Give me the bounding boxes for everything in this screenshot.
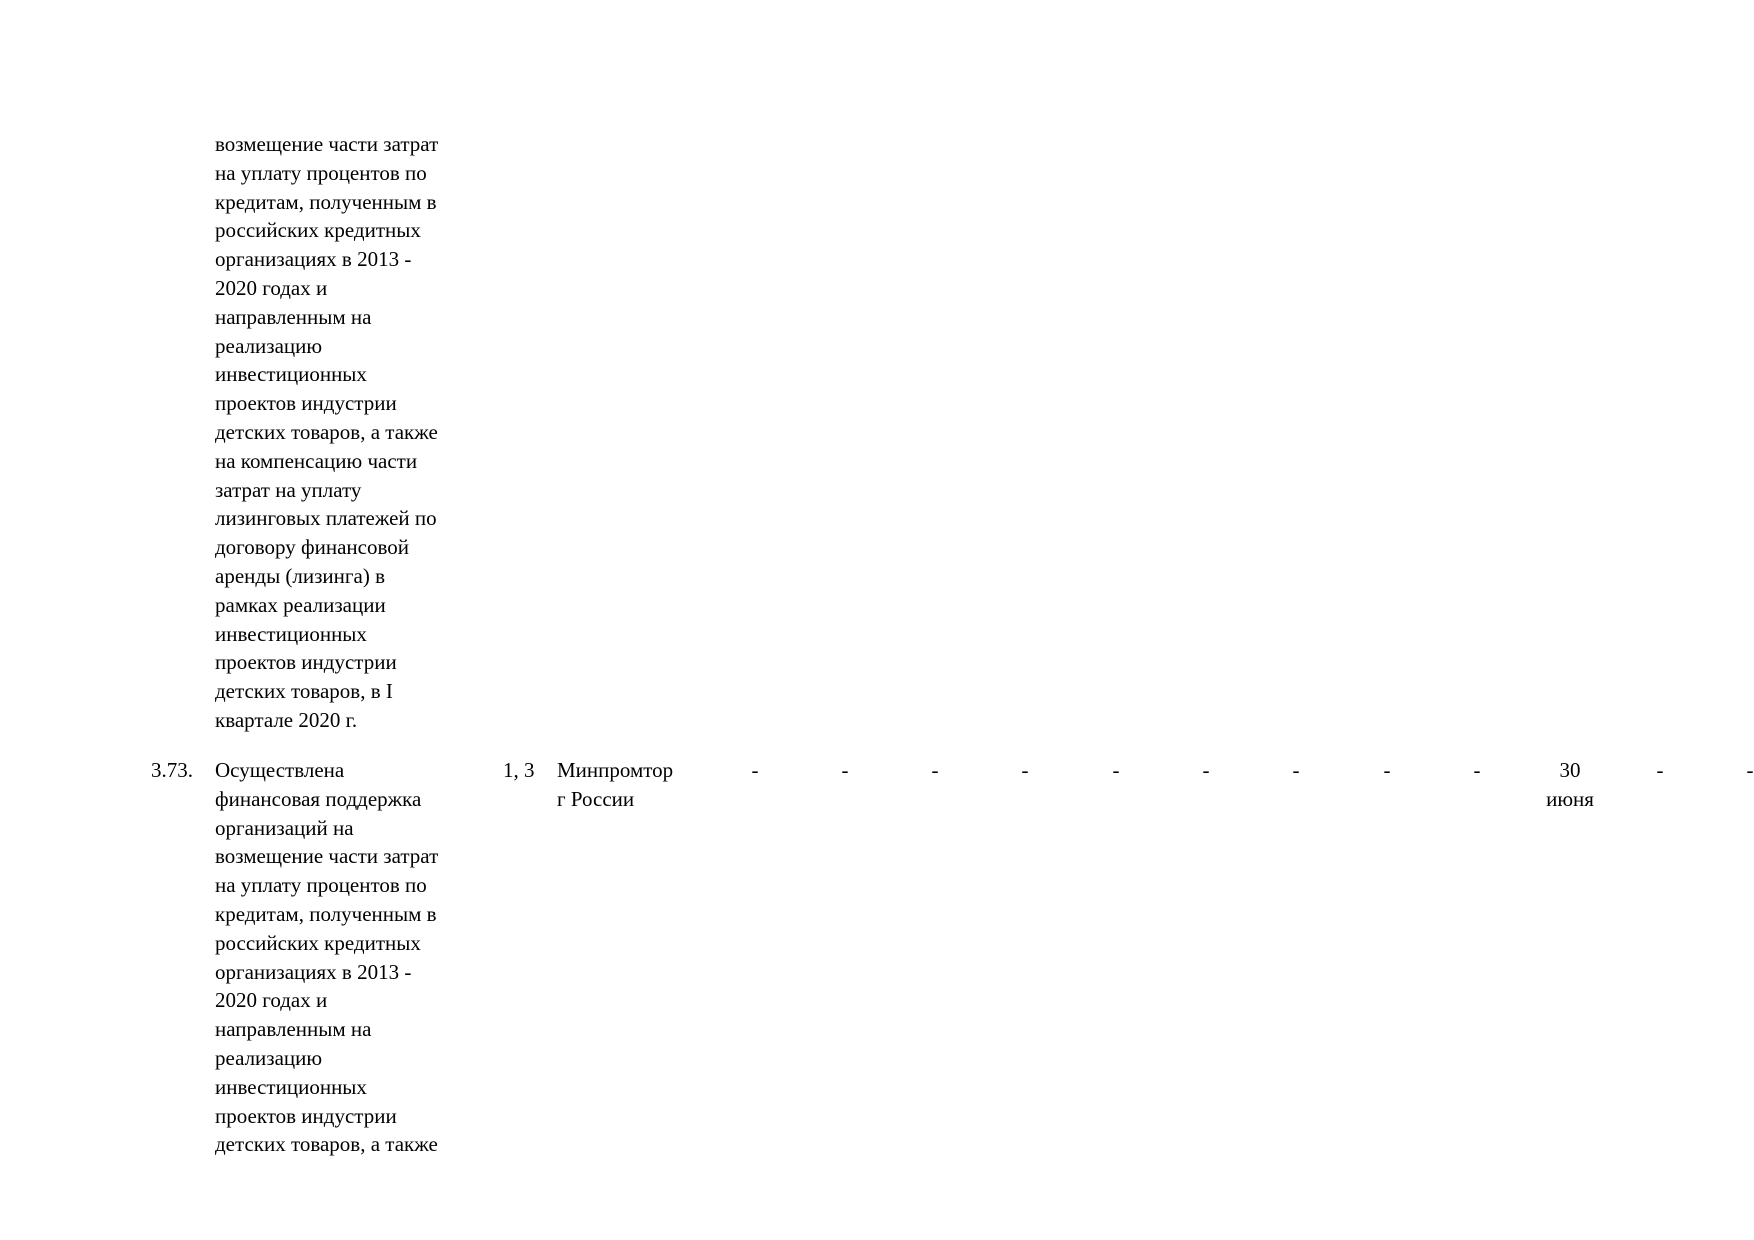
cell-11: - bbox=[1656, 758, 1664, 782]
row-description bbox=[215, 756, 438, 1159]
text-line: детских товаров, в I bbox=[215, 679, 393, 704]
text-line: Осуществлена bbox=[215, 758, 345, 782]
text-line: на уплату процентов по bbox=[215, 160, 427, 185]
text-line: затрат на уплату bbox=[215, 477, 362, 502]
text-line: квартале 2020 г. bbox=[215, 707, 358, 732]
date-month: июня bbox=[1546, 786, 1594, 811]
text-line: направленным на bbox=[215, 304, 372, 329]
text-line: финансовая поддержка bbox=[215, 786, 422, 811]
text-line: инвестиционных bbox=[215, 362, 367, 387]
text-line: реализацию bbox=[215, 333, 323, 358]
continued-description bbox=[215, 130, 438, 735]
row-responsible bbox=[557, 756, 673, 814]
text-line: инвестиционных bbox=[215, 1074, 367, 1099]
text-line: российских кредитных bbox=[215, 218, 421, 243]
cell-7: - bbox=[1292, 758, 1300, 782]
text-line: реализацию bbox=[215, 1045, 323, 1070]
row-paragraphs: 1, 3 bbox=[503, 758, 535, 782]
text-line: организациях в 2013 - bbox=[215, 247, 412, 272]
text-line: лизинговых платежей по bbox=[215, 506, 437, 531]
text-line: проектов индустрии bbox=[215, 391, 397, 416]
responsible-line: г России bbox=[557, 786, 635, 811]
text-line: организаций на bbox=[215, 815, 354, 840]
text-line: детских товаров, а также bbox=[215, 1132, 438, 1157]
responsible-line: Минпромтор bbox=[557, 758, 674, 782]
text-line: кредитам, полученным в bbox=[215, 901, 437, 926]
text-line: 2020 годах и bbox=[215, 988, 328, 1013]
text-line: на уплату процентов по bbox=[215, 873, 427, 898]
cell-9: - bbox=[1473, 758, 1481, 782]
cell-6: - bbox=[1202, 758, 1210, 782]
text-line: организациях в 2013 - bbox=[215, 959, 412, 984]
cell-4: - bbox=[1021, 758, 1029, 782]
cell-12: - bbox=[1746, 758, 1754, 782]
text-line: возмещение части затрат bbox=[215, 132, 439, 156]
text-line: направленным на bbox=[215, 1017, 372, 1042]
text-line: проектов индустрии bbox=[215, 650, 397, 675]
text-line: на компенсацию части bbox=[215, 448, 418, 473]
text-line: аренды (лизинга) в bbox=[215, 563, 385, 588]
text-line: рамках реализации bbox=[215, 592, 386, 617]
text-line: договору финансовой bbox=[215, 535, 409, 560]
cell-8: - bbox=[1383, 758, 1391, 782]
text-line: проектов индустрии bbox=[215, 1103, 397, 1128]
text-line: российских кредитных bbox=[215, 930, 421, 955]
text-line: 2020 годах и bbox=[215, 275, 328, 300]
cell-date bbox=[1530, 756, 1610, 814]
cell-2: - bbox=[841, 758, 849, 782]
text-line: возмещение части затрат bbox=[215, 844, 439, 869]
cell-5: - bbox=[1112, 758, 1120, 782]
text-line: кредитам, полученным в bbox=[215, 189, 437, 214]
text-line: детских товаров, а также bbox=[215, 419, 438, 444]
cell-1: - bbox=[751, 758, 759, 782]
cell-3: - bbox=[931, 758, 939, 782]
row-number: 3.73. bbox=[151, 758, 193, 782]
text-line: инвестиционных bbox=[215, 621, 367, 646]
date-day: 30 bbox=[1559, 758, 1581, 782]
